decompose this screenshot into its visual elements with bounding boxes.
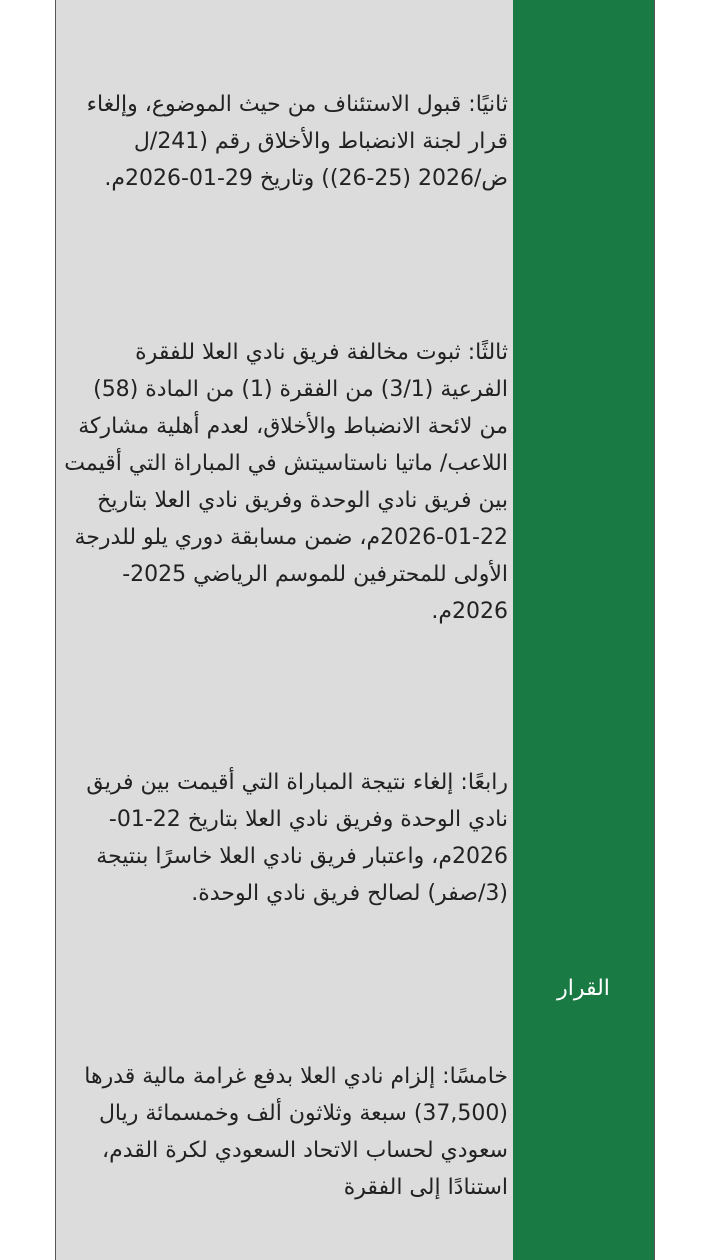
paragraph-second: ثانيًا: قبول الاستئناف من حيث الموضوع، وإلغاء قرار لجنة الانضباط والأخلاق رقم (241/ل ض/2026 (25-26)) وتاريخ 29-01-2026م. bbox=[86, 92, 508, 191]
paragraph-fourth: رابعًا: إلغاء نتيجة المباراة التي أقيمت بين فريق نادي الوحدة وفريق نادي العلا بتاريخ 22-01-2026م، واعتبار فريق نادي العلا خاسرًا بنتيجة (3/صفر) لصالح فريق نادي الوحدة. bbox=[86, 770, 508, 906]
paragraph-fifth: خامسًا: إلزام نادي العلا بدفع غرامة مالية قدرها (37,500) سبعة وثلاثون ألف وخمسمائة ريال سعودي لحساب الاتحاد السعودي لكرة القدم، استنادًا إلى الفقرة bbox=[84, 1064, 508, 1200]
decision-label: القرار bbox=[557, 976, 610, 1001]
decision-label-cell bbox=[513, 0, 655, 1260]
paragraph-third: ثالثًا: ثبوت مخالفة فريق نادي العلا للفقرة الفرعية (3/1) من الفقرة (1) من المادة (58) من لائحة الانضباط والأخلاق، لعدم أهلية مشاركة اللاعب/ ماتيا ناستاسيتش في المباراة التي أقيمت بين فريق نادي الوحدة وفريق نادي العلا بتاريخ 22-01-2026م، ضمن مسابقة دوري يلو للدرجة الأولى للمحترفين للموسم الرياضي 2025-2026م. bbox=[64, 340, 508, 624]
